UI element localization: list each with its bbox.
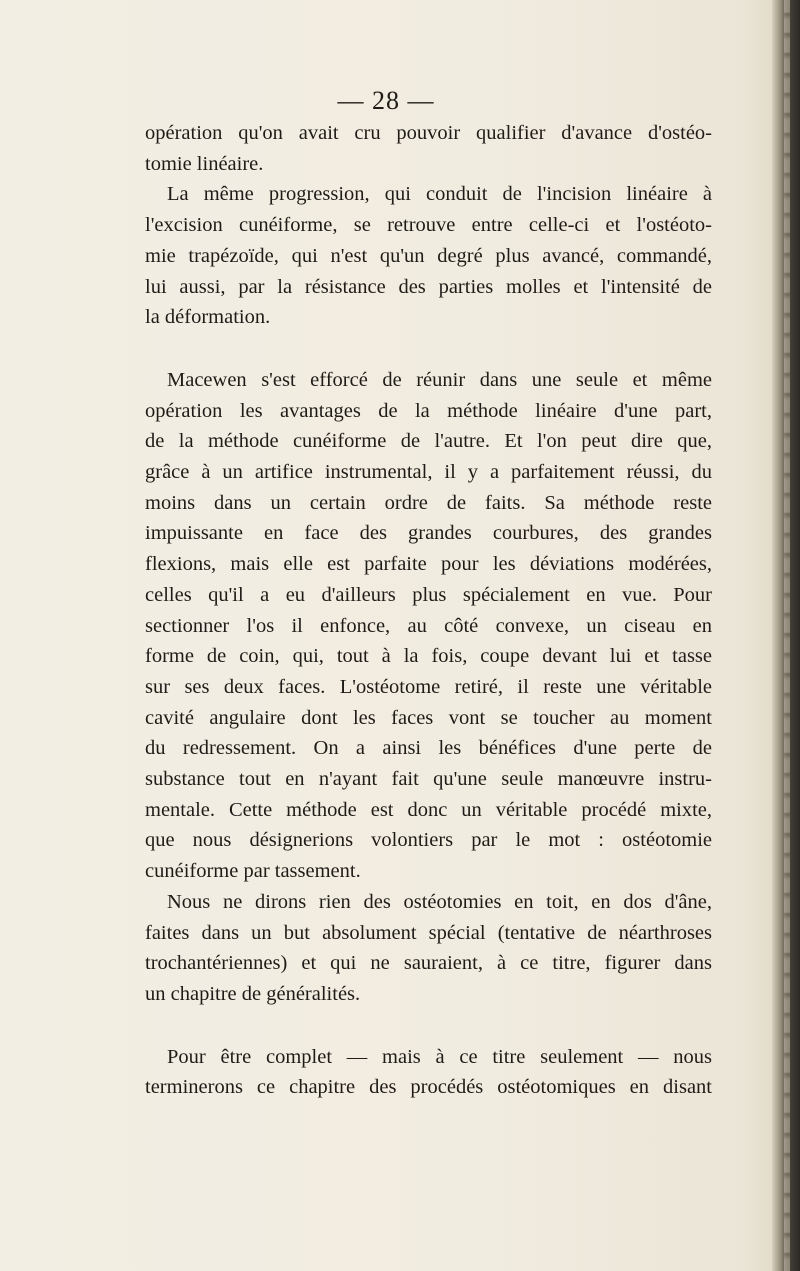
paragraph <box>145 118 712 179</box>
text-line: cunéiforme par tassement. <box>145 860 361 883</box>
text-line: flexions, mais elle est parfaite pour les déviations modérées, <box>145 553 712 576</box>
text-line: La même progression, qui conduit de l'incision linéaire à <box>167 183 712 206</box>
text-line: Macewen s'est efforcé de réunir dans une seule et même <box>167 368 712 391</box>
text-line: celles qu'il a eu d'ailleurs plus spécialement en vue. Pour <box>145 583 712 606</box>
text-line: Nous ne dirons rien des ostéotomies en toit, en dos d'âne, <box>167 890 712 913</box>
text-line: tomie linéaire. <box>145 152 264 175</box>
text-line: terminerons ce chapitre des procédés ostéotomiques en disant <box>145 1076 712 1099</box>
text-line: mentale. Cette méthode est donc un véritable procédé mixte, <box>145 798 712 821</box>
text-line: sur ses deux faces. L'ostéotome retiré, il reste une véritable <box>145 675 712 698</box>
text-line: que nous désignerions volontiers par le mot : ostéotomie <box>145 829 712 852</box>
text-line: l'excision cunéiforme, se retrouve entre celle-ci et l'ostéoto- <box>145 214 712 237</box>
text-line: la déformation. <box>145 306 271 329</box>
text-line: substance tout en n'ayant fait qu'une seule manœuvre instru- <box>145 768 712 791</box>
page-edge-texture <box>784 0 790 1271</box>
body-text <box>145 118 712 1103</box>
text-line: un chapitre de généralités. <box>145 982 361 1005</box>
text-line: faites dans un but absolument spécial (tentative de néarthroses <box>145 921 712 944</box>
text-line: opération les avantages de la méthode linéaire d'une part, <box>145 399 712 422</box>
text-line: opération qu'on avait cru pouvoir qualifier d'avance d'ostéo- <box>145 122 712 144</box>
text-line: forme de coin, qui, tout à la fois, coupe devant lui et tasse <box>145 645 712 668</box>
text-line: moins dans un certain ordre de faits. Sa méthode reste <box>145 491 712 514</box>
text-line: mie trapézoïde, qui n'est qu'un degré plus avancé, commandé, <box>145 244 712 267</box>
text-line: de la méthode cunéiforme de l'autre. Et l'on peut dire que, <box>145 430 712 453</box>
text-line: sectionner l'os il enfonce, au côté convexe, un ciseau en <box>145 614 712 637</box>
paragraph <box>145 1042 712 1103</box>
paragraph <box>145 887 712 1010</box>
text-line: grâce à un artifice instrumental, il y a parfaitement réussi, du <box>145 461 712 484</box>
text-line: cavité angulaire dont les faces vont se toucher au moment <box>145 706 712 729</box>
text-line: impuissante en face des grandes courbures, des grandes <box>145 522 712 545</box>
text-line: lui aussi, par la résistance des parties molles et l'intensité de <box>145 275 712 298</box>
paragraph <box>145 365 712 887</box>
text-line: Pour être complet — mais à ce titre seulement — nous <box>167 1045 712 1068</box>
text-line: trochantériennes) et qui ne sauraient, à ce titre, figurer dans <box>145 952 712 975</box>
paragraph <box>145 179 712 333</box>
page-number: — 28 — <box>337 86 435 115</box>
text-line: du redressement. On a ainsi les bénéfices d'une perte de <box>145 737 712 760</box>
